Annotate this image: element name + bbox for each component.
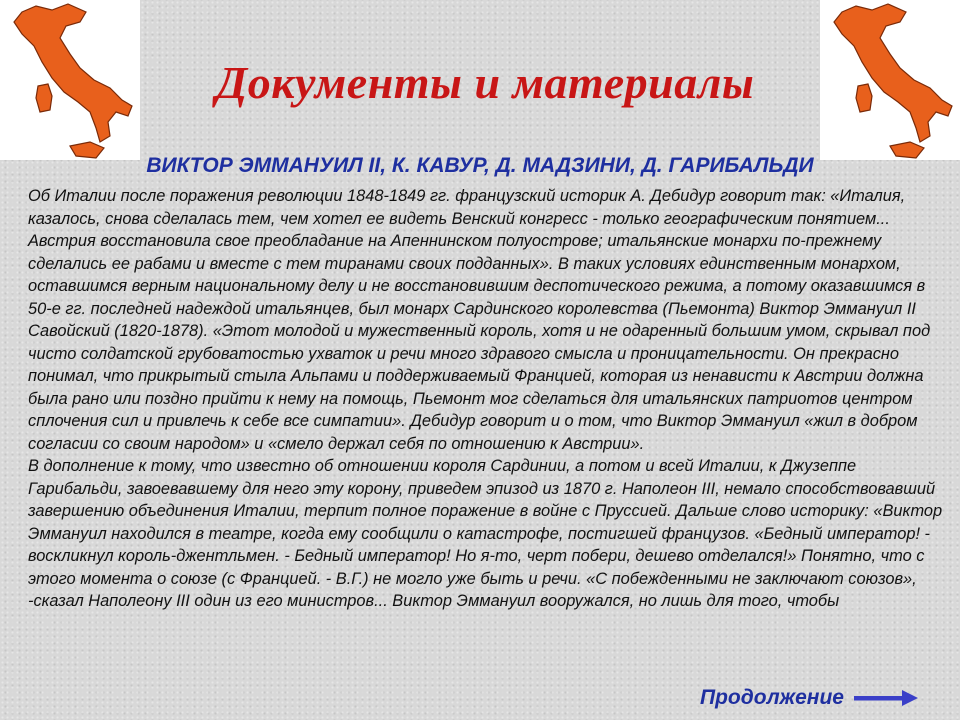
italy-map-icon — [820, 0, 960, 160]
paragraph: В дополнение к тому, что известно об отношении короля Сардинии, а потом и всей Италии, к Джузеппе Гарибальди, завоевавшему для него эту корону, приведем эпизод из 1870 г. Наполеон III, немало способствовавший завершению объединения Италии, терпит полное поражение в войне с Пруссией. Дальше слово историку: «Виктор Эммануил находился в театре, когда ему сообщили о катастрофе, постигшей французов. «Бедный император! - воскликнул король-джентльмен. - Бедный император! Но я-то, черт побери, дешево отделался!» Понятно, что с этого момента о союзе (с Францией. - В.Г.) не могло уже быть и речи. «С побежденными не заключают союзов», -сказал Наполеону III один из его министров... Виктор Эммануил вооружался, но лишь для того, чтобы — [28, 457, 943, 610]
italy-map-left — [0, 0, 140, 160]
continue-button[interactable] — [700, 686, 918, 710]
paragraph: Об Италии после поражения революции 1848-1849 гг. французский историк А. Дебидур говорит так: «Италия, казалось, снова сделалась тем, чем хотел ее видеть Венский конгресс - только географическим понятием... Австрия восстановила свое преобладание на Апеннинском полуострове; итальянские монархи по-прежнему сделались ее рабами и вместе с тем тиранами своих подданных». В таких условиях единственным монархом, оставшимся верным национальному делу и не восстановившим деспотического режима, а потому оказавшимся в 50-е гг. последней надеждой итальянцев, был монарх Сардинского королевства (Пьемонта) Виктор Эммануил II Савойский (1820-1878). «Этот молодой и мужественный король, хотя и не одаренный большим умом, скрывал под чисто солдатской грубоватостью ухваток и речи много здравого смысла и проницательности. Он прекрасно понимал, что прикрытый стыла Альпами и поддерживаемый Францией, которая из ненависти к Австрии должна была рано или поздно прийти к нему на помощь, Пьемонт мог сделаться для итальянских патриотов центром сплочения сил и привлечь к себе все симпатии». Дебидур говорит и о том, что Виктор Эммануил «жил в добром согласии со своим народом» и «смело держал себя по отношению к Австрии». — [28, 187, 931, 453]
page-subtitle: ВИКТОР ЭММАНУИЛ II, К. КАВУР, Д. МАДЗИНИ, Д. ГАРИБАЛЬДИ — [146, 154, 814, 177]
italy-map-right — [820, 0, 960, 160]
continue-label: Продолжение — [700, 686, 844, 709]
document-text — [28, 185, 953, 613]
italy-map-icon — [0, 0, 140, 160]
page-title: Документы и материалы — [215, 57, 755, 108]
arrow-right-icon — [854, 689, 918, 707]
